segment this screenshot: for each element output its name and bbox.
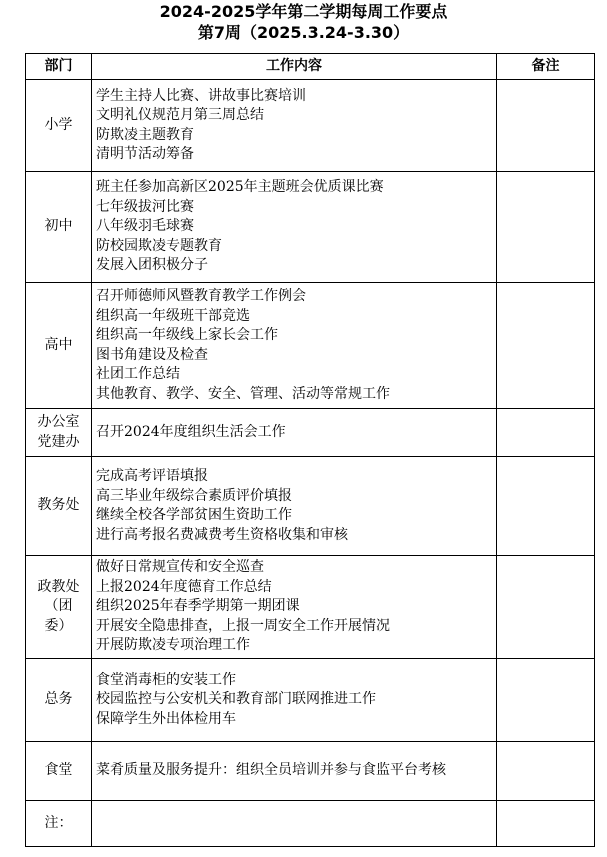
dept-label: 党建办 — [37, 433, 80, 450]
dept-label: 委） — [44, 617, 73, 634]
work-item: 继续全校各学部贫困生资助工作 — [96, 507, 292, 523]
table-row — [26, 659, 595, 742]
table-row — [26, 457, 595, 556]
work-item: 召开2024年度组织生活会工作 — [96, 423, 286, 440]
dept-cell — [26, 283, 92, 409]
note-cell — [497, 742, 595, 801]
work-item: 完成高考评语填报 — [96, 468, 208, 484]
table-row — [26, 283, 595, 409]
note-cell — [497, 659, 595, 742]
header-content: 工作内容 — [92, 54, 497, 80]
content-cell — [92, 457, 497, 556]
content-cell — [92, 742, 497, 801]
note-cell — [497, 80, 595, 172]
table-row — [26, 172, 595, 283]
dept-cell — [26, 556, 92, 659]
work-item: 班主任参加高新区2025年主题班会优质课比赛 — [96, 179, 384, 196]
work-item: 防欺凌主题教育 — [96, 126, 194, 143]
table-row — [26, 742, 595, 801]
work-item: 菜肴质量及服务提升：组织全员培训并参与食监平台考核 — [96, 762, 446, 779]
content-cell — [92, 556, 497, 659]
header-dept: 部门 — [26, 54, 92, 80]
work-item: 组织高一年级线上家长会工作 — [96, 327, 278, 343]
work-item: 校园监控与公安机关和教育部门联网推进工作 — [96, 691, 376, 708]
table-row — [26, 556, 595, 659]
dept-cell — [26, 457, 92, 556]
work-item: 图书角建设及检查 — [96, 346, 208, 363]
page-subtitle: 第7周（2025.3.24-3.30） — [197, 23, 410, 42]
header-row — [26, 54, 595, 80]
work-item: 上报2024年度德育工作总结 — [96, 578, 272, 595]
dept-cell — [26, 80, 92, 172]
dept-label: 初中 — [44, 218, 73, 235]
note-cell — [497, 283, 595, 409]
header-note: 备注 — [497, 54, 595, 80]
work-item: 社团工作总结 — [96, 366, 180, 382]
dept-cell — [26, 801, 92, 847]
content-cell — [92, 80, 497, 172]
work-item: 清明节活动筹备 — [96, 146, 194, 162]
content-cell — [92, 172, 497, 283]
work-item: 保障学生外出体检用车 — [96, 710, 236, 727]
work-item: 组织高一年级班干部竞选 — [96, 307, 250, 324]
work-item: 八年级羽毛球赛 — [96, 218, 194, 235]
work-item: 防校园欺凌专题教育 — [96, 237, 222, 254]
page-title: 2024-2025学年第二学期每周工作要点 — [159, 2, 448, 21]
dept-cell — [26, 409, 92, 457]
work-item: 七年级拔河比赛 — [96, 198, 194, 215]
dept-cell — [26, 742, 92, 801]
work-item: 文明礼仪规范月第三周总结 — [96, 107, 264, 123]
work-item: 学生主持人比赛、讲故事比赛培训 — [96, 87, 306, 104]
dept-label: 政教处 — [37, 578, 80, 595]
dept-label: 小学 — [44, 116, 73, 133]
content-cell — [92, 801, 497, 847]
dept-label: 注： — [44, 814, 73, 831]
work-item: 召开师德师风暨教育教学工作例会 — [96, 288, 306, 304]
dept-label: 总务 — [44, 691, 73, 708]
table-row — [26, 801, 595, 847]
table-row — [26, 409, 595, 457]
note-cell — [497, 409, 595, 457]
note-cell — [497, 172, 595, 283]
table-row — [26, 80, 595, 172]
dept-label: 办公室 — [37, 414, 80, 430]
work-item: 做好日常规宣传和安全巡查 — [96, 559, 264, 576]
content-cell — [92, 283, 497, 409]
work-item: 开展防欺凌专项治理工作 — [96, 637, 250, 654]
content-cell — [92, 409, 497, 457]
note-cell — [497, 457, 595, 556]
dept-label: 高中 — [44, 336, 73, 353]
work-item: 高三毕业年级综合素质评价填报 — [96, 487, 292, 504]
content-cell — [92, 659, 497, 742]
work-item: 食堂消毒柜的安装工作 — [96, 671, 236, 688]
dept-cell — [26, 659, 92, 742]
note-cell — [497, 556, 595, 659]
dept-cell — [26, 172, 92, 283]
work-item: 组织2025年春季学期第一期团课 — [96, 598, 300, 615]
dept-label: 食堂 — [44, 762, 73, 779]
work-item: 发展入团积极分子 — [96, 257, 208, 274]
work-item: 开展安全隐患排查，上报一周安全工作开展情况 — [96, 617, 390, 634]
note-cell — [497, 801, 595, 847]
work-item: 进行高考报名费减费考生资格收集和审核 — [96, 526, 348, 543]
dept-label: 教务处 — [37, 497, 80, 514]
work-table — [25, 53, 595, 847]
work-item: 其他教育、教学、安全、管理、活动等常规工作 — [96, 385, 390, 402]
dept-label: （团 — [44, 598, 73, 615]
